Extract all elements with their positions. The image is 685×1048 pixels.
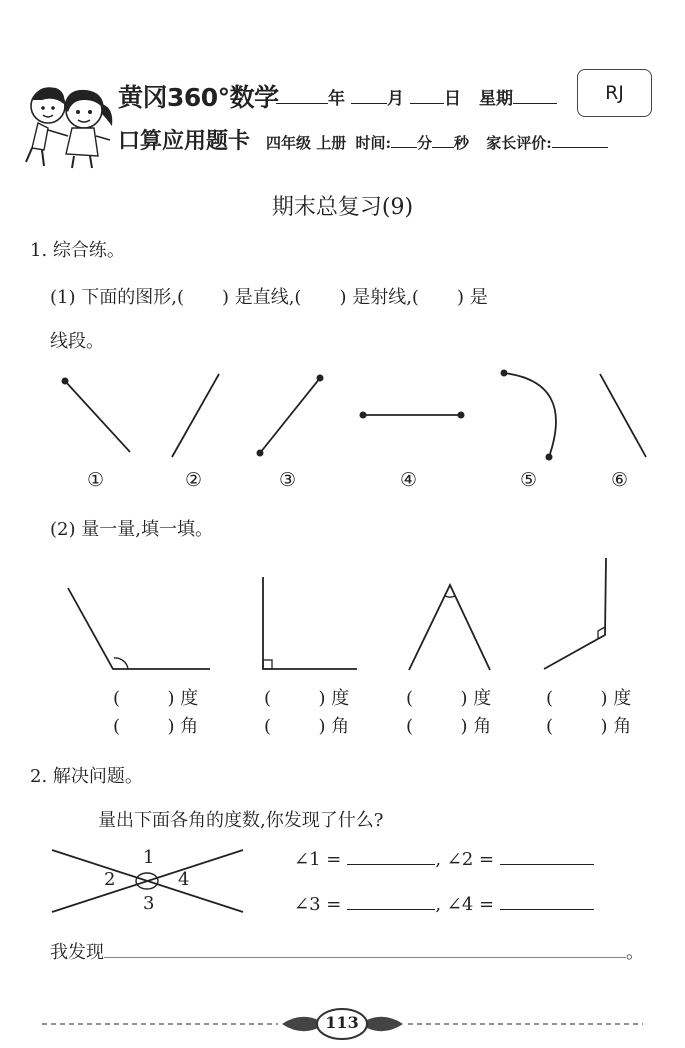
part1-ray: ) 是射线,( xyxy=(339,287,419,308)
q1-part1 xyxy=(50,283,488,309)
second-label: 秒 xyxy=(454,134,470,152)
month-blank[interactable] xyxy=(351,89,387,104)
angle3-answer-blank[interactable] xyxy=(347,895,435,910)
grade-label: 四年级 上册 xyxy=(266,134,347,152)
eq-row-2 xyxy=(294,894,594,915)
brand-title: 黄冈360°数学 xyxy=(118,83,279,112)
info-line xyxy=(266,132,608,153)
month-label: 月 xyxy=(387,89,404,109)
q2-title: 2. 解决问题。 xyxy=(30,766,143,787)
figure-label-5: ⑤ xyxy=(520,469,538,491)
cartoon-kids-logo xyxy=(18,78,118,170)
angle-label-3: 3 xyxy=(143,893,155,914)
second-blank[interactable] xyxy=(432,133,454,148)
figure-1-ray xyxy=(62,378,131,453)
angle2-answer-blank[interactable] xyxy=(500,850,594,865)
edition-badge: RJ xyxy=(577,69,652,117)
figure-4-segment xyxy=(360,412,465,419)
figure-label-4: ④ xyxy=(400,469,418,491)
part1-seg: ) 是 xyxy=(456,287,488,308)
angle-2-degree[interactable]: ( ) 度 xyxy=(264,688,350,709)
date-line xyxy=(276,84,557,109)
angle-label-2: 2 xyxy=(104,869,116,890)
angle4-answer-blank[interactable] xyxy=(500,895,594,910)
figure-label-6: ⑥ xyxy=(611,469,629,491)
time-label: 时间: xyxy=(355,134,392,152)
day-label: 日 xyxy=(444,89,461,109)
angle-label-1: 1 xyxy=(143,847,155,868)
eq-angle1-label: ∠1 = xyxy=(294,849,342,870)
eq-angle2-label: , ∠2 = xyxy=(435,849,495,870)
discover-line xyxy=(50,938,644,964)
angle-2-type[interactable]: ( ) 角 xyxy=(264,716,350,737)
angle-obtuse xyxy=(68,588,210,669)
figure-2-line xyxy=(172,374,219,457)
line-figures xyxy=(0,360,685,470)
part1-open: (1) 下面的图形,( xyxy=(50,287,184,308)
figure-label-1: ① xyxy=(87,469,105,491)
figure-label-2: ② xyxy=(185,469,203,491)
eq-row-1 xyxy=(294,849,594,870)
angle-3-degree[interactable]: ( ) 度 xyxy=(406,688,492,709)
figure-5-curve xyxy=(501,370,556,461)
discover-end: 。 xyxy=(626,942,644,963)
minute-label: 分 xyxy=(417,134,433,152)
q1-part2: (2) 量一量,填一填。 xyxy=(50,519,213,540)
angle-figures xyxy=(0,555,685,680)
figure-6-line xyxy=(600,374,646,457)
q1-part1-line2: 线段。 xyxy=(50,331,104,352)
parent-blank[interactable] xyxy=(552,133,608,148)
page-number: 113 xyxy=(325,1013,359,1032)
discover-answer-blank[interactable] xyxy=(104,943,626,958)
part1-line: ) 是直线,( xyxy=(221,287,302,308)
angle-right-tilted xyxy=(544,558,606,669)
q1-title: 1. 综合练。 xyxy=(30,240,125,261)
angle-1-type[interactable]: ( ) 角 xyxy=(113,716,199,737)
angle-1-degree[interactable]: ( ) 度 xyxy=(113,688,199,709)
angle-label-4: 4 xyxy=(178,869,190,890)
year-label: 年 xyxy=(328,89,345,109)
angle-4-type[interactable]: ( ) 角 xyxy=(546,716,632,737)
figure-3-segment xyxy=(257,375,324,457)
parent-label: 家长评价: xyxy=(486,134,552,152)
discover-label: 我发现 xyxy=(50,942,104,963)
figure-label-3: ③ xyxy=(279,469,297,491)
angle-right xyxy=(263,577,357,669)
angle-3-type[interactable]: ( ) 角 xyxy=(406,716,492,737)
minute-blank[interactable] xyxy=(391,133,417,148)
angle1-answer-blank[interactable] xyxy=(347,850,435,865)
brand-subtitle: 口算应用题卡 xyxy=(118,129,251,154)
week-label: 星期 xyxy=(479,89,513,109)
eq-angle3-label: ∠3 = xyxy=(294,894,342,915)
day-blank[interactable] xyxy=(410,89,444,104)
week-blank[interactable] xyxy=(513,89,557,104)
q2-prompt: 量出下面各角的度数,你发现了什么? xyxy=(98,810,384,831)
eq-angle4-label: , ∠4 = xyxy=(435,894,495,915)
angle-4-degree[interactable]: ( ) 度 xyxy=(546,688,632,709)
angle-acute xyxy=(409,585,490,670)
year-blank[interactable] xyxy=(276,89,328,104)
page-title: 期末总复习(9) xyxy=(271,195,414,220)
